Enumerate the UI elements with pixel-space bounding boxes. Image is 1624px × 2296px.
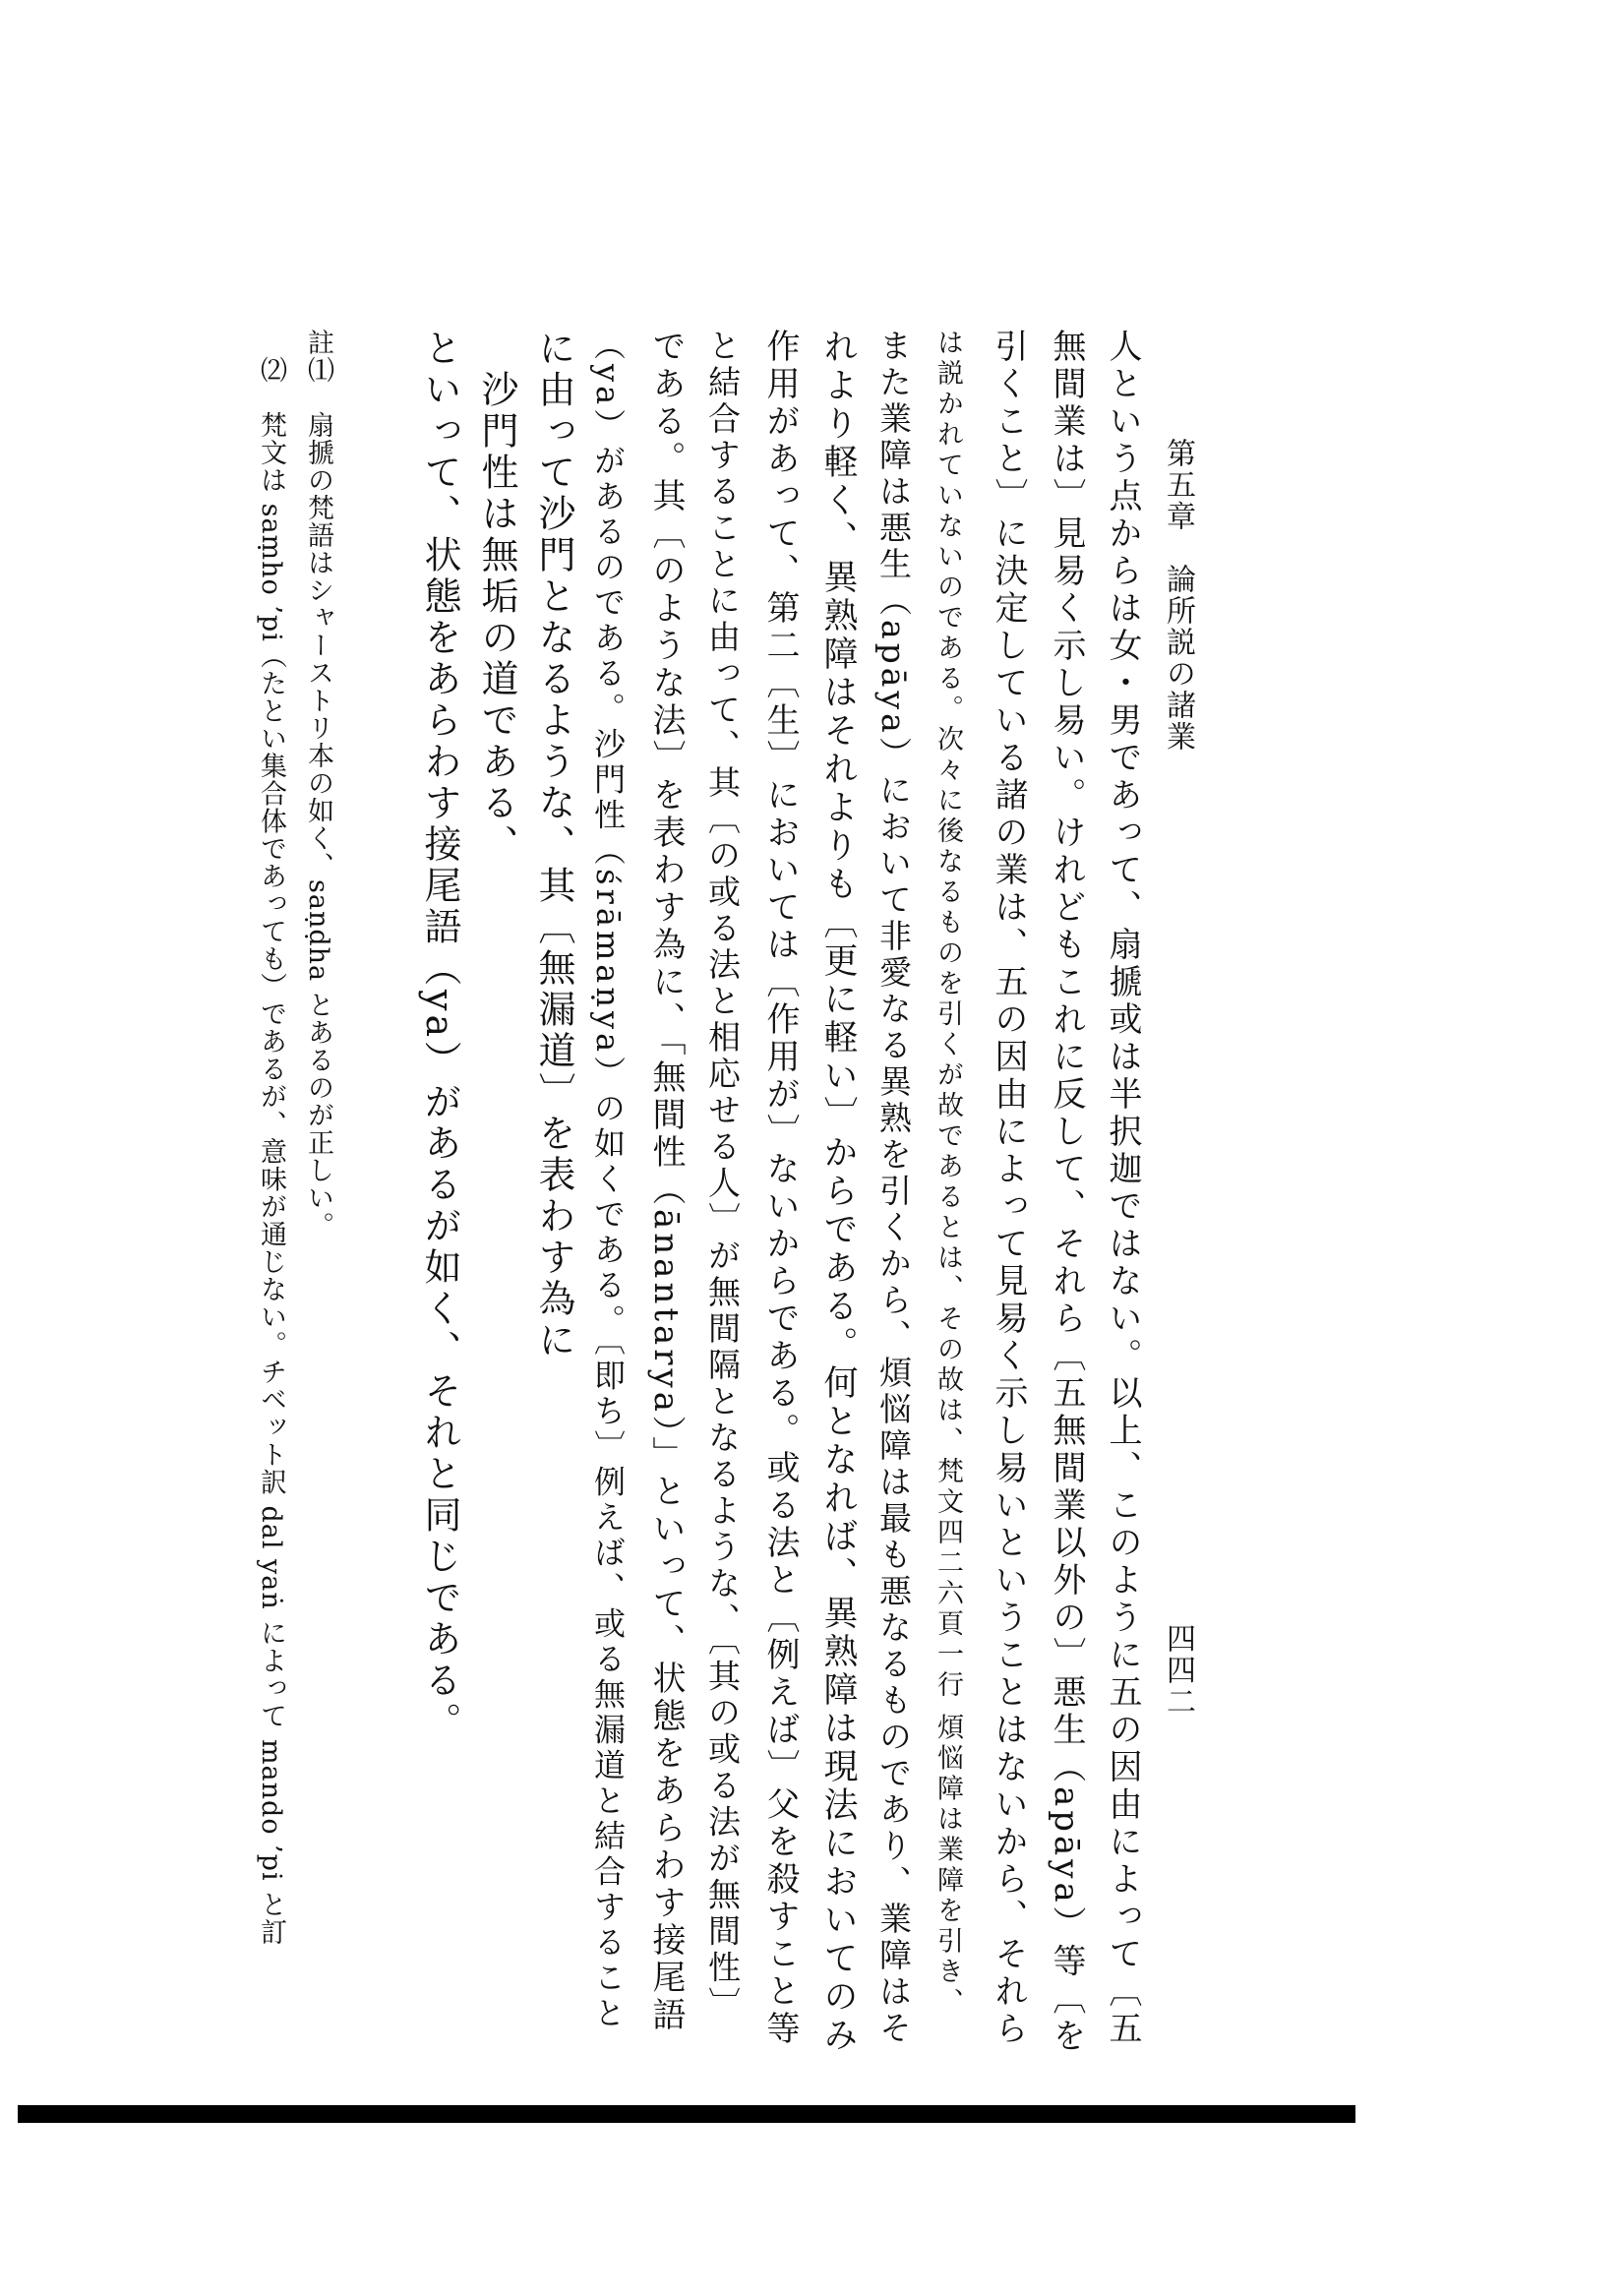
chapter-title: 第五章 論所説の諸業	[1161, 438, 1195, 753]
body-line: また業障は悪生（apāya）において非愛なる異熟を引くから、煩悩障は最も悪なるものであり、業障はそ	[874, 329, 913, 2047]
body-line: 引くこと〕に決定している諸の業は、五の因由によって見易く示し易いということはないから、それら	[989, 329, 1028, 2048]
body-line: に由って沙門となるような、其〔無漏道〕を表わす為に	[532, 329, 575, 1361]
body-line: れより軽く、異熟障はそれよりも〔更に軽い〕からである。何となれば、異熟障は現法においてのみ	[818, 329, 858, 2055]
body-line: 作用があって、第二〔生〕においては〔作用が〕ないからである。或る法と〔例えば〕父を殺すこと等	[760, 329, 800, 2048]
body-line: 無間業は〕見易く示し易い。けれどもこれに反して、それら〔五無間業以外の〕悪生（apāya）等〔を	[1047, 329, 1086, 2056]
body-line: といって、状態をあらわす接尾語（ya）があるが如く、それと同じである。	[418, 329, 461, 1744]
body-line: である。其〔のような法〕を表わす為に、「無間性（ānantarya）」といって、状態をあらわす接尾語	[646, 329, 686, 2035]
page-number: 四四二	[1161, 1623, 1195, 1718]
footnote-1: 註⑴ 扇搋の梵語はシャーストリ本の如く、saṇḍha とあるのが正しい。	[303, 329, 333, 1239]
body-line: （ya）があるのである。沙門性（śrāmaṇya）の如くである。〔即ち〕例えば、或る無漏道と結合すること	[589, 329, 627, 2032]
body-line: と結合することに由って、其〔の或る法と相応せる人〕が無間隔となるような、〔其の或る法が無間性〕	[703, 329, 742, 2024]
body-line: は説かれていないのである。次々に後なるものを引くが故であるとは、その故は、梵文四二六頁一行 煩悩障は業障を引き、	[932, 329, 963, 2019]
footnote-2: ⑵ 梵文は saṃho ’pi（たとい集合体であっても）であるが、意味が通じない。チベット訳 dal yaṅ によって mando ’pi と訂	[256, 329, 286, 1947]
verse-line: 沙門性は無垢の道である、	[475, 329, 518, 866]
body-line: 人という点からは女・男であって、扇搋或は半択迦ではない。以上、このように五の因由によって〔五	[1103, 329, 1142, 2048]
bottom-rule	[18, 2105, 1355, 2123]
